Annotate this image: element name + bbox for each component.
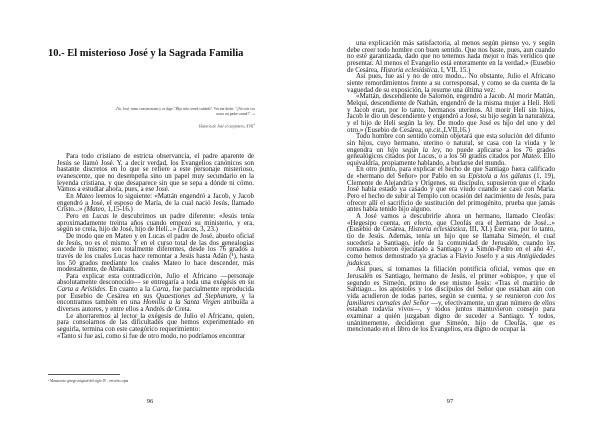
footnote-divider [48,374,120,375]
text-run: ,I,VII,16.) [441,126,470,134]
paragraph [57,314,254,334]
italic-text: op.cit. [424,126,442,134]
text-run: III, XI.) Éste era, por lo tanto, tío de Jesús. Además, tenía un hijo que se llamaba Simeón, el cual sucedería a Santiago, jefe de la comunidad de Jerusalén, cuando los romanos hubieron ejecutado a Santiago y a Simón-Pedro en el año 47, como hemos demostrado ya gracias a Flavio Josefo y a sus [347,226,555,260]
text-run: En cuanto a la [107,286,153,294]
text-run: De modo que en Mateo y en Lucas el padre de José, abuelo oficial de Jesús, no es el mismo. Y en el curso total de las dos genealogías sucede lo mismo; son totalmente diferentes, desde los 76 grados a través de los cuales Lucas hace remontar a Jesús hasta Adán (¹), hasta los 50 grados mediante los cuales Mateo lo hace descender, más modestamente, de Abraham. [57,232,254,274]
paragraph [57,274,254,314]
text-run: A José vamos a descubrirle ahora un hermano, llamado Cleofás: «Hegesipo cuenta, en efecto, que Cleofás era el hermano de José...» (Eusebio de Cesárea, [347,213,555,234]
text-run: leemos lo siguiente: «Mattán engendró a Jacob, y Jacob engendró a José, el esposo de María, de la cual nació Jesús, llamado Cristo...» [57,192,254,214]
paragraph [347,214,555,267]
paragraph [347,167,555,214]
text-run: I, VII, 15.) [439,66,471,74]
text-run: o a los 50 grados citados por [436,153,523,161]
italic-text: Historia eclesiástica, [380,66,440,74]
paragraph [347,94,555,134]
text-run: Pero en [66,212,93,220]
right-page [300,0,600,426]
italic-text: Homilía a la Santa Virgen [143,299,221,307]
paragraph [347,41,555,74]
footnote: ¹ Manuscrito griego original del siglo IV , versión copta [48,379,129,383]
epigraph-quote: «Yo, José, tomo vuestra mano y os digo: "Hijo mío, tened cuidado". Vos me dicho: "¿No sois vos acaso mi padre carnal?"...» [115,107,255,116]
italic-text: (Mateo, [84,206,106,214]
epigraph-source [110,122,255,128]
paragraph [57,214,254,234]
italic-text: hijo según la ley, [387,146,442,154]
text-run: Todo hombre con sentido común objetará que esta solución del difunto sin hijos, cuyo hermano, uterino o natural, se casa con la viuda y le engendra un [347,133,555,154]
text-run: Le ahorraremos al lector la exégesis de Julio el Africano, quien, para consolarnos de las dificultades que hemos experimentado en seguirla, termina con este categórico requerimiento: [57,312,254,334]
paragraph [57,154,254,194]
italic-text: con los familiares carnales del Señor [347,292,556,307]
body-text [347,41,555,334]
italic-text: Lucas [92,212,109,220]
italic-text: Lucas, [418,153,437,161]
italic-text: Carta a Arístides. [57,286,108,294]
text-run: 3, 23.) [198,226,218,234]
italic-text: Quaestiones ad Stephanum, [156,292,238,300]
text-run: 1,15-16.) [105,206,133,214]
text-run: fue parcialmente reproducida por Eusebio de Cesárea en sus [57,286,255,300]
chapter-title: 10.- El misterioso José y la Sagrada Familia [48,48,244,59]
text-run: Para explicar esta contradicción, Julio el Africano —personaje absolutamente desconocido— se entregaría a toda una exégesis en su [57,272,254,287]
paragraph [57,194,254,214]
text-run: «Mattán, descendiente de Salomón, engendró a Jacob. Al morir Mattán, Melquí, descendiente de Nathán, engendró de la misma mujer a Helí. Helí y Jacob eran, por lo tanto, hermanos uterinos. Al morir Helí sin hijos, Jacob le dio un descendiente y engendró a José, su hijo según la naturaleza, y el hijo de Helí según la ley. De modo que José es hijo del uno y del otro.» (Eusebio de Cesárea, [347,93,555,134]
text-run: una explicación más satisfactoria, al menos según pienso yo, y según debe creer todo hombre con buen sentido. Que nos baste, pues, aun cuando no esté garantizada, dado que no tenemos nada mejor o más verídico que presentar. Al menos el Evangelio está enteramente en la verdad.» (Eusebio de Cesárea, [347,40,555,74]
paragraph [347,134,555,167]
italic-text: Carta, [152,286,171,294]
paragraph [57,234,254,274]
page-number: 96 [146,398,154,405]
text-run: Así pues, si tomamos la filiación pontificia oficial, vemos que en Jerusalén es Santiago, hermano de Jesús, el primer «obispo», y que el segundo es Simeón, primo de ese mismo Jesús: «Tras el martirio de Santiago... los apóstoles y los discípulos del Señor que estaban aún con vida acudieron de todas partes, según se cuenta, y se reunieron [347,266,555,300]
epigraph-source-text: Historia de José el carpintero, XVII [198,124,254,129]
text-run: Para todo cristiano de estricta observancia, el padre aparente de Jesús se llamó José. Y, a decir verdad, los Evangelios canónicos son bastante discretos en lo que se refiere a este personaje misterioso, evanescente, que no desempeña sino un papel muy secundario en la leyenda cristiana, y que desaparece sin que se sepa a dónde ni cómo. Vamos a estudiar ahora, pues, a ese José. [57,153,254,194]
text-run: no puede aplicarse a los 76 grados genealógicos citados por [347,146,555,161]
text-run: —y, efectivamente, un gran número de ellos estaban todavía vivos—, y todos juntos mantuvieron consejo para examinar a quién juzgaban digno de suceder a Santiago. Y todos, unánimemente, decidieron que Simeón, hijo de Cleofás, que es mencionado en el libro de los Evangelios, era digno de ocupar la [347,299,555,334]
text-run: En [66,192,76,200]
paragraph [347,74,555,94]
italic-text: Mateo. [522,153,542,161]
text-run: (1, 19), Clemente de Alejandría y Orígenes, su discípulo, supusieron que el citado José había estado ya casado y que era viudo cuando se casó con María. Pero el hecho de subir al Templo con ocasión del nacimiento de Jesús, para ofrecer allí el sacrificio de sustitución del primogénito, prueba que jamás antes había tenido hijo alguno. [347,173,555,214]
footnote-marker: 1 [253,122,255,126]
italic-text: (Lucas, [177,226,199,234]
paragraph [347,267,555,334]
italic-text: Antigüedades judaicas. [347,253,555,267]
text-run: le descubrimos un padre diferente: «Jesús tenía aproximadamente treinta años cuando empezó su ministerio, y era, según se creía, hijo de José, hijo de Helí...» [57,212,254,234]
page-number: 97 [446,398,454,405]
italic-text: Historia eclesiástica, [408,226,468,234]
text-run: Así pues, fue así y no de otro modo... No obstante, Julio el Africano siente remordimientos frente a su corresponsal, y como se da cuenta de la vaguedad de su exposición, la resume una última vez: [347,73,555,94]
text-run: Ello equivaldría, propiamente hablando, a burlarse del mundo. [347,153,555,167]
text-run: y la encontramos también en una [57,292,255,307]
text-run: atribuida a diversos autores, y entre ellos a Andrés de Creta. [57,299,254,314]
italic-text: Epístola a los gálatas [468,173,532,181]
paragraph [57,334,254,341]
text-run: En otro punto, para explicar el hecho de que Santiago fuera calificado de «hermano del Señor» por Pablo en su [347,166,555,181]
body-text [57,154,254,340]
italic-text: Mateo [75,192,94,200]
text-run: «Tanto si fue así, como si fue de otro modo, no podríamos encontrar [57,332,246,340]
